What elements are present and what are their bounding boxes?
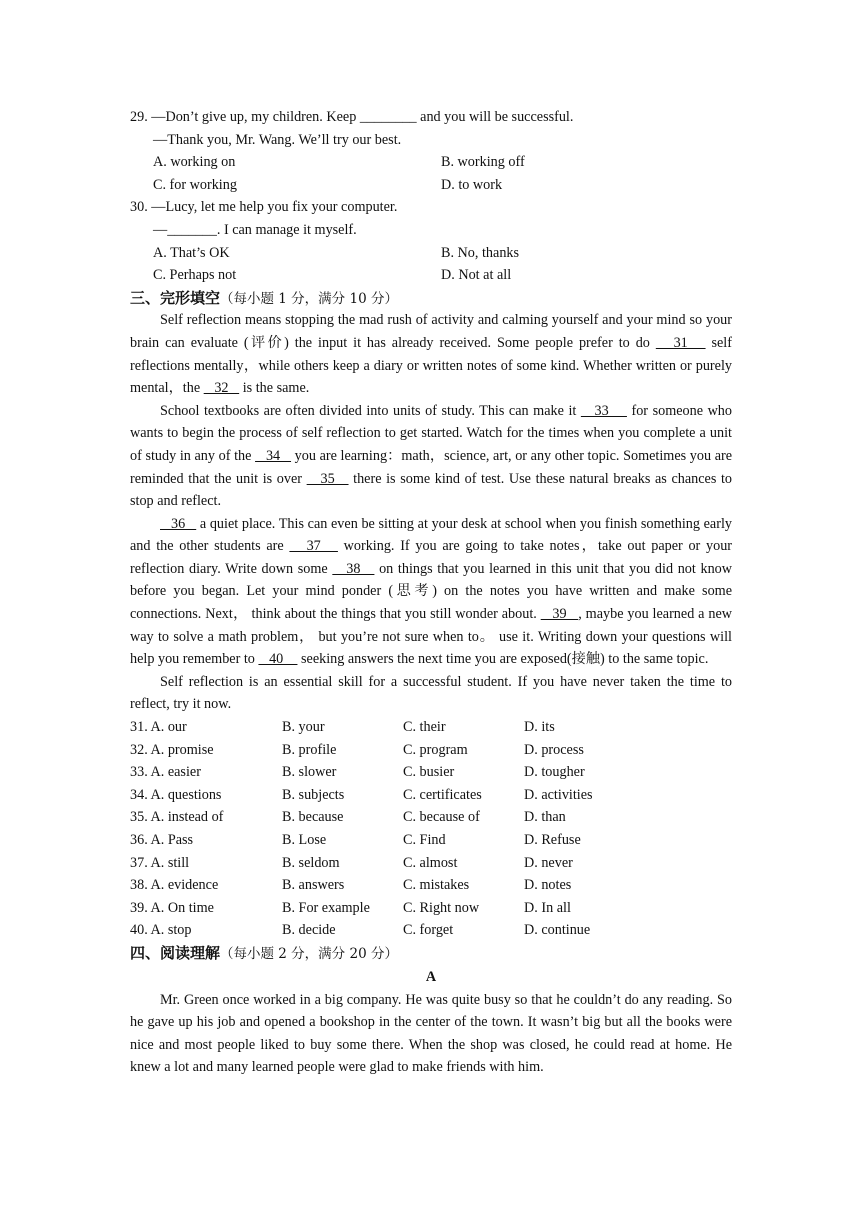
section-3-title: 三、完形填空 xyxy=(130,288,221,307)
text: a quiet place. This can even be sitting at your desk at school when you finish something early and the other students are xyxy=(130,515,732,555)
option-37-a: 37. A. still xyxy=(130,854,190,871)
option-39-c: C. Right now xyxy=(403,899,480,916)
text: working. If you are going to take notes，take out paper or your reflection diary. Write down some xyxy=(130,538,733,577)
option-38-b: B. answers xyxy=(282,877,345,894)
option-36-d: D. Refuse xyxy=(524,832,581,848)
option-40-b: B. decide xyxy=(282,922,336,939)
q30-options-row-1 xyxy=(130,242,732,265)
q29-option-c: C. for working xyxy=(153,176,237,193)
q29-option-d: D. to work xyxy=(441,176,503,193)
q29-options-row-2 xyxy=(130,174,732,197)
option-38-a: 38. A. evidence xyxy=(130,877,219,894)
text: there is some kind of test. Use these natural breaks as chances to stop and reflect. xyxy=(130,470,732,510)
section-3-heading xyxy=(130,287,732,310)
q30-options-row-2 xyxy=(130,264,732,287)
option-36-c: C. Find xyxy=(403,832,446,848)
blank-38: 38 xyxy=(332,560,375,577)
options-row-31 xyxy=(130,716,732,739)
option-33-d: D. tougher xyxy=(524,764,585,781)
q30-option-a: A. That’s OK xyxy=(153,244,230,261)
option-32-d: D. process xyxy=(524,741,584,758)
blank-34: 34 xyxy=(255,447,292,464)
option-32-c: C. program xyxy=(403,741,468,758)
option-39-d: D. In all xyxy=(524,899,571,916)
options-row-37 xyxy=(130,852,732,875)
exam-page xyxy=(130,106,732,1079)
options-row-39 xyxy=(130,897,732,920)
q29-options-row-1 xyxy=(130,151,732,174)
text: you are learning：math，science, art, or any other topic. Sometimes you are reminded that the unit is over xyxy=(130,447,733,487)
text: Self reflection means stopping the mad rush of activity and calming yourself and your mind so your brain can evaluate (评价) the input it has already received. Some people prefer to do xyxy=(130,312,732,351)
q30-reply: —_______. I can manage it myself. xyxy=(153,221,357,238)
option-34-d: D. activities xyxy=(524,786,593,803)
option-35-a: 35. A. instead of xyxy=(130,809,224,826)
section-4-note: （每小题 2 分，满分 20 分） xyxy=(220,945,398,962)
option-31-d: D. its xyxy=(524,719,555,736)
cloze-paragraph-1 xyxy=(130,309,732,399)
options-row-36 xyxy=(130,829,732,852)
passage-a-title: A xyxy=(425,968,437,985)
cloze-paragraph-3 xyxy=(130,513,732,671)
q29-option-b: B. working off xyxy=(441,154,525,171)
option-35-b: B. because xyxy=(282,809,344,826)
q29-stem: 29. —Don’t give up, my children. Keep ________ and you will be successful. xyxy=(130,109,574,125)
cloze-paragraph-4: Self reflection is an essential skill for a successful student. If you have never taken the time to reflect, try it now. xyxy=(130,673,732,713)
text: on things that you learned in this unit that you did not know before you began. Let your mind ponder (思考) on the notes you have written and make some connections. Next， think about the things that you still wonder about. xyxy=(130,560,732,623)
q29-reply: —Thank you, Mr. Wang. We’ll try our best. xyxy=(153,131,402,148)
option-40-d: D. continue xyxy=(524,922,591,939)
blank-37: 37 xyxy=(289,538,338,555)
options-row-35 xyxy=(130,806,732,829)
option-37-d: D. never xyxy=(524,854,573,871)
text: self reflections mentally，while others keep a diary or written notes of some kind. Whether written or purely mental，the xyxy=(130,334,732,397)
option-38-d: D. notes xyxy=(524,877,572,894)
blank-32: 32 xyxy=(203,380,240,397)
options-row-33 xyxy=(130,761,732,784)
option-40-a: 40. A. stop xyxy=(130,922,192,939)
options-row-38 xyxy=(130,874,732,897)
text: seeking answers the next time you are exposed(接触) to the same topic. xyxy=(297,651,709,668)
option-35-c: C. because of xyxy=(403,809,480,826)
blank-40: 40 xyxy=(258,651,298,668)
options-row-34 xyxy=(130,784,732,807)
option-32-b: B. profile xyxy=(282,741,337,758)
text: School textbooks are often divided into units of study. This can make it xyxy=(160,402,581,419)
blank-33: 33 xyxy=(580,402,627,419)
option-37-b: B. seldom xyxy=(282,854,340,871)
blank-36: 36 xyxy=(160,515,197,532)
options-row-40 xyxy=(130,919,732,942)
options-row-32 xyxy=(130,739,732,762)
option-36-a: 36. A. Pass xyxy=(130,832,194,848)
option-31-a: 31. A. our xyxy=(130,719,187,736)
option-34-b: B. subjects xyxy=(282,786,345,803)
section-4-title: 四、阅读理解 xyxy=(130,943,221,962)
q30-option-b: B. No, thanks xyxy=(441,244,520,261)
option-33-b: B. slower xyxy=(282,764,337,781)
blank-31: 31 xyxy=(655,334,706,351)
blank-39: 39 xyxy=(540,606,579,623)
option-34-a: 34. A. questions xyxy=(130,786,222,803)
option-34-c: C. certificates xyxy=(403,786,482,803)
blank-35: 35 xyxy=(306,470,349,487)
section-3-note: （每小题 1 分，满分 10 分） xyxy=(220,290,398,307)
cloze-options-table xyxy=(130,716,732,942)
option-37-c: C. almost xyxy=(403,854,458,871)
text: for someone who wants to begin the process of self reflection to get started. Watch for the times when you complete a unit of study in any of the xyxy=(130,402,732,464)
text: is the same. xyxy=(239,380,310,397)
cloze-paragraph-2 xyxy=(130,400,732,513)
option-31-c: C. their xyxy=(403,719,446,736)
option-39-b: B. For example xyxy=(282,899,370,916)
option-32-a: 32. A. promise xyxy=(130,741,214,758)
q30-stem: 30. —Lucy, let me help you fix your computer. xyxy=(130,199,398,216)
option-39-a: 39. A. On time xyxy=(130,899,214,916)
text: , maybe you learned a new way to solve a math problem， but you’re not sure when to。 use it. Writing down your questions will help you remember to xyxy=(130,606,733,668)
passage-a-text: Mr. Green once worked in a big company. He was quite busy so that he couldn’t do any reading. So he gave up his job and opened a bookshop in the center of the town. It wasn’t big but all the books were nice and most people liked to buy some there. When the shop was closed, he could read at home. He knew a lot and many learned people were glad to make friends with him. xyxy=(130,991,732,1076)
option-33-a: 33. A. easier xyxy=(130,764,201,781)
option-35-d: D. than xyxy=(524,809,566,826)
q30-option-c: C. Perhaps not xyxy=(153,267,237,284)
option-33-c: C. busier xyxy=(403,764,455,781)
option-36-b: B. Lose xyxy=(282,832,327,848)
section-4-heading xyxy=(130,942,732,965)
q30-option-d: D. Not at all xyxy=(441,267,512,284)
option-38-c: C. mistakes xyxy=(403,877,470,894)
q29-option-a: A. working on xyxy=(153,154,236,171)
option-31-b: B. your xyxy=(282,719,325,736)
option-40-c: C. forget xyxy=(403,922,454,939)
